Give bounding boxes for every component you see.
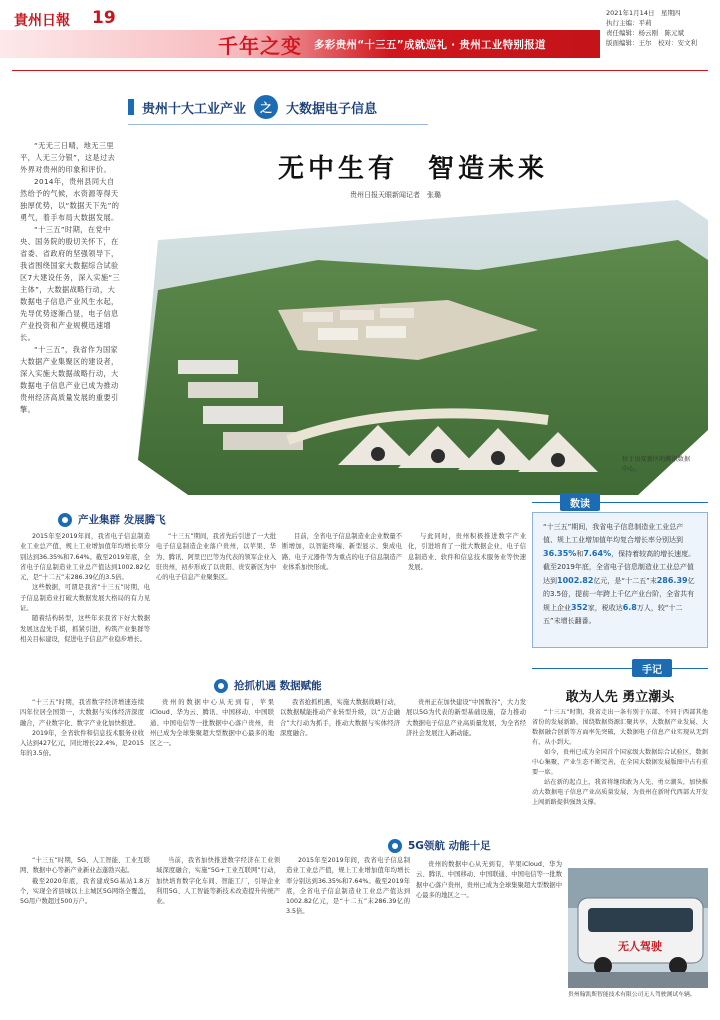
article-column xyxy=(150,698,274,833)
comment-paragraph: “十三五”时期，我省走出一条有别于东部、不同于西部其他省份的发展新路，围绕数据资源汇聚共享、大数据产业发展、大数据融合创新等方面率先突破，大数据电子信息产业实现从无到有，从小到大。 xyxy=(532,709,708,746)
comment-paragraph: 如今，贵州已成为全国首个国家级大数据综合试验区，数据中心集聚，产业生态不断完善，在全国大数据发展版图中占有重要一席。 xyxy=(532,749,708,776)
article-column xyxy=(20,856,150,1006)
intro-paragraph: 2014年，贵州县同大自然给予的气候，水资源等得天独厚优势，以“数据天下先”的勇气，着手布局大数据发展。 xyxy=(20,177,120,222)
issue-date: 2021年1月14日 星期四 xyxy=(606,9,681,17)
subhead-seize-opportunity xyxy=(214,678,322,693)
masthead-rule xyxy=(12,70,708,71)
data-number: 352 xyxy=(571,603,588,612)
article-column xyxy=(156,856,280,1006)
comment-paragraph: 站在新的起点上，我省将继续敢为人先、勇立潮头，加快推动大数据电子信息产业高质量发展，为贵州在新时代西部大开发上闯新路提供强劲支撑。 xyxy=(532,779,708,806)
vehicle-label-text: 无人驾驶 xyxy=(618,940,662,953)
subhead-title: 抢抓机遇 数据赋能 xyxy=(234,680,322,692)
series-title: 千年之变 xyxy=(218,34,302,58)
article-paragraph: 随着结构转型，这些年来我省下好大数据发展这盘先手棋，抓紧引进，构筑产业集群等相关目标建设，促进电子信息产业稳步增长。 xyxy=(20,615,150,643)
subhead-bullet-icon xyxy=(388,839,402,853)
intro-paragraph: “十三五”时期，在党中央、国务院的殷切关怀下，在省委、省政府的坚强领导下，我省围绕国家大数据综合试验区7大建设任务，深入实施“三主体”，大数据战略行动，大数据电子信息产业风生水起，先导优势逐渐凸显，电子信息产业投资和产业规模迅速增长。 xyxy=(20,225,121,342)
article-paragraph: “十三五”期间，我省先后引进了一大批电子信息制造企业落户贵州，以苹果、华为、腾讯、阿里巴巴等为代表的领军企业入驻贵州，初步形成了以贵阳、贵安新区为中心的电子信息产业聚集区。 xyxy=(156,533,276,582)
autonomous-vehicle-photo xyxy=(568,868,708,988)
photo2-caption: 贵州翰凯斯智能技术有限公司无人驾驶测试车辆。 xyxy=(568,992,696,998)
article-column xyxy=(282,532,402,672)
article-paragraph: 2015年至2019年间，我省电子信息制造业工业总产值，规上工业增加值年均增长率分别达到36.35%和7.64%。截至2019年底，全省电子信息制造业工业总产值达到1002.82亿元，是“十二五”末286.39亿的3.5倍。 xyxy=(20,533,150,582)
data-tag-rule xyxy=(532,502,708,503)
data-number: 6.8 xyxy=(622,603,637,612)
article-paragraph: 贵州正在加快建设“中国数谷”，大力发展以5G为代表的新型基础设施，奋力推动大数据电子信息产业高质量发展，为全省经济社会发展注入新动能。 xyxy=(406,699,526,737)
data-number: 286.39 xyxy=(656,576,688,585)
data-text: 亿的3.5倍，提前一年跨上千亿产业台阶，全省共有规上企业 xyxy=(543,577,695,612)
subhead-5g-leads xyxy=(388,838,491,853)
data-read-tag: 数读 xyxy=(560,493,600,511)
article-paragraph: 当前，我省加快推进数字经济在工业领域深度融合，实施“5G+工业互联网”行动，加快培育数字化车间、智能工厂，引导企业利用5G、人工智能等新技术改造提升传统产业。 xyxy=(156,857,280,906)
page-number: 19 xyxy=(92,8,116,28)
data-center-aerial-photo xyxy=(118,200,708,495)
article-column xyxy=(20,698,144,833)
data-number: 7.64% xyxy=(583,549,612,558)
data-text: “十三五”期间，我省电子信息制造业工业总产值、规上工业增加值年均复合增长率分别达到 xyxy=(543,523,684,544)
article-paragraph: 这些数据，可谓是我省“十三五”时期，电子信息制造业打破大数据发展大格局的有力见证。 xyxy=(20,584,150,613)
article-column xyxy=(280,698,400,833)
article-paragraph: 贵州的数据中心从无到有，苹果iCloud、华为云、腾讯、中国移动、中国联通、中国电信等一批数据中心落户贵州，贵州已成为全球集聚超大型数据中心最多的地区之一。 xyxy=(416,861,562,899)
masthead xyxy=(0,0,720,72)
autonomous-vehicle-illustration xyxy=(568,868,708,988)
article-paragraph: 2019年，全省软件和信息技术服务业收入达到427亿元，同比增长22.4%，是2015年的3.5倍。 xyxy=(20,729,144,758)
intro-paragraph: “无无三日晴，地无三里平，人无三分银”，这是过去外界对贵州的印象和评价。 xyxy=(20,141,116,174)
intro-paragraph: “十三五”，我省作为国家大数据产业集聚区的建设者，深入实施大数据战略行动，大数据电子信息产业已成为推动贵州经济高质量发展的重要引擎。 xyxy=(20,345,119,414)
comment-title: 敢为人先 勇立潮头 xyxy=(565,690,675,705)
section-title-rule xyxy=(128,124,428,125)
data-read-box xyxy=(532,512,708,648)
notes-tag-rule xyxy=(532,668,708,669)
section-title xyxy=(128,92,377,122)
data-text: 万人，较“十二五”末增长翻番。 xyxy=(543,604,683,625)
data-text: 和 xyxy=(576,550,584,558)
data-text: 家，税收达 xyxy=(587,604,623,612)
article-paragraph: 我省抢抓机遇，实施大数据战略行动，以数据赋能推动产业转型升级，以“万企融合”大行动为抓手，推动大数据与实体经济深度融合。 xyxy=(280,699,400,737)
subhead-bullet-icon xyxy=(214,679,228,693)
article-column xyxy=(156,532,276,672)
article-paragraph: 贵州的数据中心从无到有，苹果iCloud、华为云、腾讯、中国移动、中国联通、中国电信等一批数据中心落户贵州，贵州已成为全球集聚超大型数据中心最多的地区之一。 xyxy=(150,699,274,748)
responsible-editors: 责任编辑：杨云刚 陈元斌 xyxy=(606,29,684,37)
data-text: 亿元，是“十二五”末 xyxy=(593,577,657,585)
data-text: ，保持着较高的增长速度。截至2019年底，全省电子信息制造业工业总产值达到 xyxy=(543,550,696,585)
byline: 贵州日报天眼新闻记者 张璐 xyxy=(350,191,441,199)
article-column xyxy=(286,856,410,1006)
data-number: 1002.82 xyxy=(557,576,594,585)
subhead-industry-cluster xyxy=(58,512,166,527)
subhead-title: 5G领航 动能十足 xyxy=(408,840,491,852)
comment-body xyxy=(532,708,708,858)
article-paragraph: “十三五”时期，5G、人工智能、工业互联网、数据中心等新产业新业态蓬勃兴起。 xyxy=(20,857,150,875)
series-subtitle: 多彩贵州“十三五”成就巡礼 · 贵州工业特别报道 xyxy=(314,39,546,51)
section-title-right: 大数据电子信息 xyxy=(286,101,378,117)
intro-column xyxy=(20,140,122,500)
article-paragraph: 截至2020年底，我省建成5G基站1.8万个，实现全省县城以上主城区5G网络全覆盖，5G用户数超过500万户。 xyxy=(20,877,150,906)
notes-tag: 手记 xyxy=(632,659,672,677)
article-paragraph: “十三五”时期，我省数字经济增速连续四年位居全国第一，大数据与实体经济深度融合，产业数字化、数字产业化加快推进。 xyxy=(20,699,144,727)
paper-name: 貴州日報 xyxy=(14,13,70,29)
section-title-bar xyxy=(128,99,134,115)
section-title-left: 贵州十大工业产业 xyxy=(142,101,247,117)
masthead-credits xyxy=(606,8,716,48)
article-column xyxy=(20,532,150,672)
section-title-connector: 之 xyxy=(254,95,278,119)
photo-caption: 位于贵安新区的腾讯数据中心。 xyxy=(622,456,691,473)
article-paragraph: 2015年至2019年间，我省电子信息制造业工业总产值，规上工业增加值年均增长率分别达到36.35%和7.64%。截至2019年底，全省电子信息制造业工业总产值达到1002.82亿元，是“十二五”末286.39亿的3.5倍。 xyxy=(286,857,410,916)
data-number: 36.35% xyxy=(543,549,577,558)
article-paragraph: 目前，全省电子信息制造业企业数量不断增加，以智能终端、新型显示、集成电路、电子元器件等为重点的电子信息制造产业体系加快形成。 xyxy=(282,533,402,571)
subhead-bullet-icon xyxy=(58,513,72,527)
headline: 无中生有 智造未来 xyxy=(278,154,549,184)
layout-editors: 版面编辑：王尔 校对：安文利 xyxy=(606,39,697,47)
aerial-photo-illustration xyxy=(118,200,708,495)
article-column xyxy=(416,860,562,1006)
article-column xyxy=(406,698,526,833)
article-column xyxy=(408,532,526,672)
subhead-title: 产业集群 发展腾飞 xyxy=(78,514,166,526)
executive-editor: 执行主编：平莉 xyxy=(606,19,652,27)
article-paragraph: 与此同时，贵州积极推进数字产业化，引进培育了一批大数据企业，电子信息制造业、软件和信息技术服务业等快速发展。 xyxy=(408,533,526,571)
